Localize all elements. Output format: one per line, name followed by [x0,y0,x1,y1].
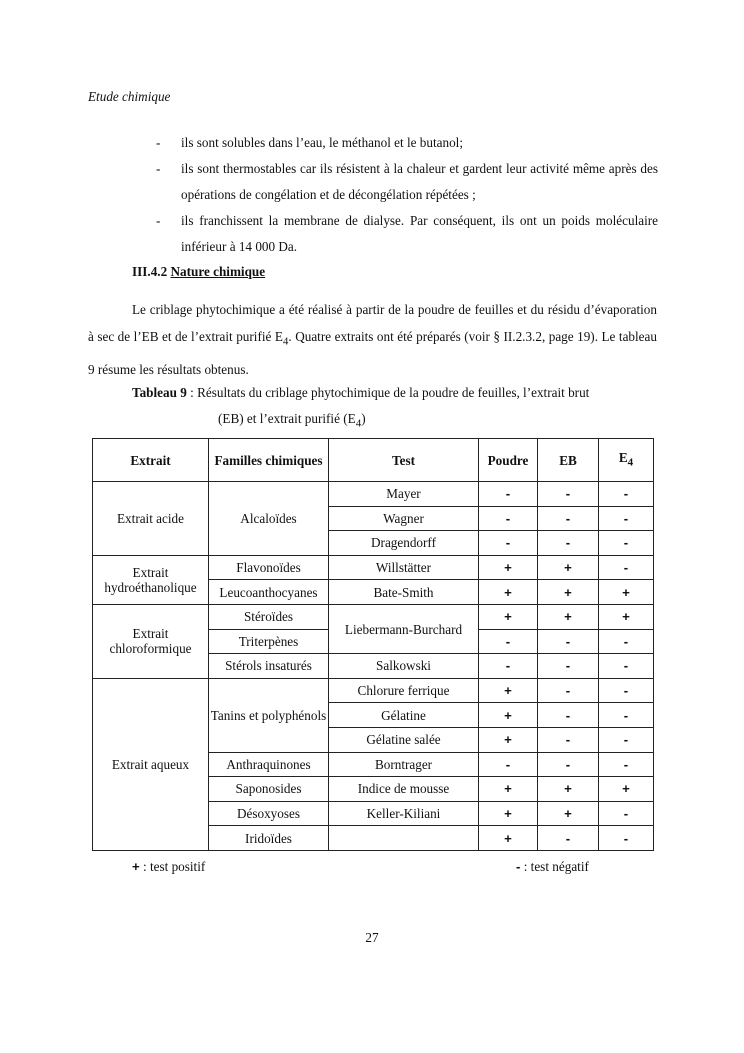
header-test: Test [329,439,479,482]
famille-cell: Triterpènes [209,629,329,654]
eb-result: - [538,654,599,679]
legend-negative-symbol: - [516,859,521,874]
eb-result: + [538,801,599,826]
bullet-list [156,130,658,260]
test-cell: Wagner [329,506,479,531]
eb-result: - [538,727,599,752]
test-cell [329,826,479,851]
eb-result: + [538,580,599,605]
table-row [93,604,654,629]
famille-cell: Flavonoïdes [209,555,329,580]
famille-cell: Saponosides [209,777,329,802]
section-heading [132,264,265,280]
test-cell: Gélatine salée [329,727,479,752]
e4-result: - [599,555,654,580]
table-row [93,555,654,580]
poudre-result: + [479,678,538,703]
famille-cell: Stéroïdes [209,604,329,629]
list-item [156,208,658,260]
poudre-result: - [479,506,538,531]
bullet-marker: - [156,161,161,176]
results-table-wrapper [92,438,654,851]
list-item [156,156,658,208]
test-cell: Salkowski [329,654,479,679]
page-header: Etude chimique [88,89,171,104]
test-cell: Bate-Smith [329,580,479,605]
table-caption [132,380,657,437]
eb-result: - [538,506,599,531]
test-cell: Borntrager [329,752,479,777]
poudre-result: - [479,654,538,679]
poudre-result: + [479,604,538,629]
header-eb: EB [538,439,599,482]
poudre-result: - [479,629,538,654]
caption-label: Tableau 9 [132,385,187,400]
test-cell: Chlorure ferrique [329,678,479,703]
eb-result: - [538,703,599,728]
bullet-text: ils sont solubles dans l’eau, le méthanol et le butanol; [181,135,464,150]
poudre-result: + [479,580,538,605]
famille-cell: Leucoanthocyanes [209,580,329,605]
eb-result: + [538,604,599,629]
eb-result: + [538,777,599,802]
section-title: Nature chimique [170,264,266,279]
legend-positive-symbol: + [132,859,140,874]
famille-cell: Alcaloïdes [209,482,329,556]
results-table [92,438,654,851]
eb-result: - [538,752,599,777]
test-cell: Gélatine [329,703,479,728]
section-number: III.4.2 [132,264,168,279]
bullet-text: ils sont thermostables car ils résistent à la chaleur et gardent leur activité même après des opérations de congélation et de décongélation répétées ; [181,161,658,202]
extract-cell: Extrait chloroformique [93,604,209,678]
table-row [93,482,654,507]
extract-cell: Extrait hydroéthanolique [93,555,209,604]
e4-result: - [599,826,654,851]
e4-result: + [599,777,654,802]
eb-result: + [538,555,599,580]
bullet-marker: - [156,213,161,228]
poudre-result: - [479,531,538,556]
famille-cell: Iridoïdes [209,826,329,851]
poudre-result: + [479,703,538,728]
caption-line2: (EB) et l’extrait purifié $(E_4)$ [218,411,366,430]
e4-result: + [599,580,654,605]
poudre-result: - [479,752,538,777]
header-familles: Familles chimiques [209,439,329,482]
table-header-row [93,439,654,482]
test-cell: Indice de mousse [329,777,479,802]
list-item [156,130,658,156]
e4-result: - [599,727,654,752]
e4-result: - [599,531,654,556]
header-e4: $E_4$ [599,439,654,482]
e4-result: - [599,629,654,654]
caption-text: : Résultats du criblage phytochimique de la poudre de feuilles, l’extrait brut [186,385,590,400]
poudre-result: - [479,482,538,507]
extract-cell: Extrait acide [93,482,209,556]
famille-cell: Stérols insaturés [209,654,329,679]
test-cell: Liebermann-Burchard [329,604,479,653]
legend-positive [132,859,205,875]
extract-cell: Extrait aqueux [93,678,209,850]
e4-result: - [599,752,654,777]
e4-result: - [599,801,654,826]
body-paragraph: Le criblage phytochimique a été réalisé à partir de la poudre de feuilles et du résidu d’évaporation à sec de l’EB et de l’extrait purifié $E_4$. Quatre extraits ont été préparés (voir § II.2.3.2, page 19). Le tableau 9 résume les résultats obtenus. [88,302,657,377]
e4-result: - [599,482,654,507]
poudre-result: + [479,555,538,580]
header-extrait: Extrait [93,439,209,482]
poudre-result: + [479,801,538,826]
eb-result: - [538,678,599,703]
test-cell: Mayer [329,482,479,507]
header-poudre: Poudre [479,439,538,482]
e4-result: - [599,506,654,531]
eb-result: - [538,531,599,556]
legend-positive-text: : test positif [139,859,206,874]
test-cell: Dragendorff [329,531,479,556]
famille-cell: Désoxyoses [209,801,329,826]
e4-result: - [599,678,654,703]
e4-result: - [599,703,654,728]
e4-result: - [599,654,654,679]
legend-negative [516,859,589,875]
e4-result: + [599,604,654,629]
bullet-text: ils franchissent la membrane de dialyse. Par conséquent, ils ont un poids moléculaire inférieur à 14 000 Da. [181,213,658,254]
test-cell: Willstätter [329,555,479,580]
test-cell: Keller-Kiliani [329,801,479,826]
bullet-marker: - [156,135,161,150]
famille-cell: Tanins et polyphénols [209,678,329,752]
poudre-result: + [479,727,538,752]
legend-negative-text: : test négatif [520,859,589,874]
poudre-result: + [479,777,538,802]
eb-result: - [538,629,599,654]
page-number: 27 [365,930,379,945]
famille-cell: Anthraquinones [209,752,329,777]
eb-result: - [538,482,599,507]
poudre-result: + [479,826,538,851]
eb-result: - [538,826,599,851]
table-row [93,678,654,703]
